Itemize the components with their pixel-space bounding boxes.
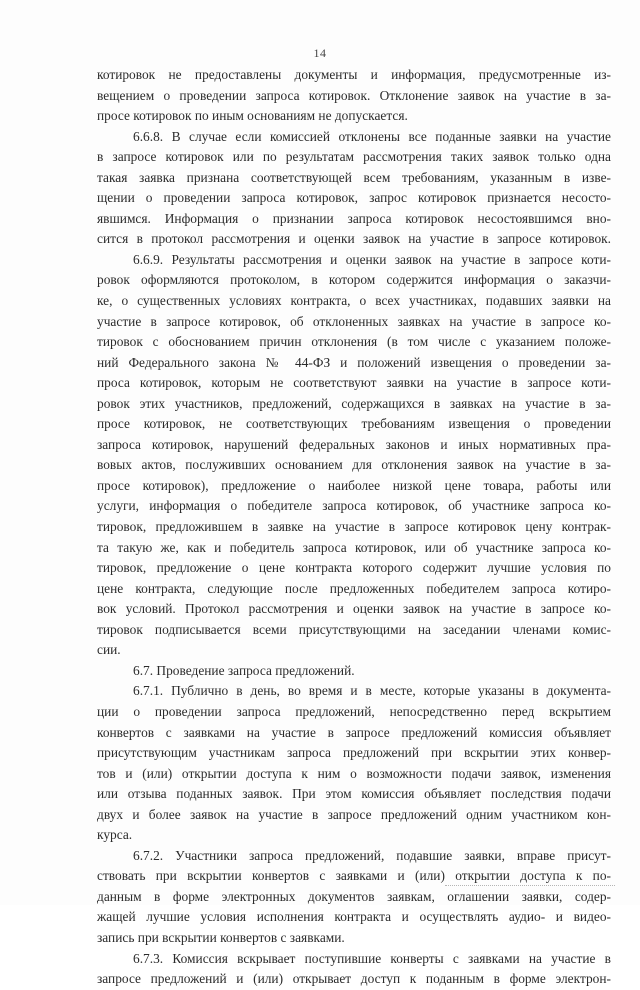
text-line: явшимся. Информация о признании запроса котировок несостоявшимся вно-	[97, 210, 611, 226]
text-line: курса.	[97, 827, 133, 843]
text-line: запроса котировок, нарушений федеральных законов и иных нормативных пра-	[97, 436, 611, 452]
footer-dotted-rule	[445, 885, 615, 886]
text-line: вок условий. Протокол рассмотрения и оценки заявок на участие в запросе ко-	[97, 601, 611, 617]
text-line: ний Федерального закона № 44-ФЗ и положений извещения о проведении за-	[97, 354, 611, 370]
text-line: ции о проведении запроса предложений, непосредственно перед вскрытием	[97, 703, 611, 719]
text-line: или отзыва поданных заявок. При этом комиссия объявляет последствия подачи	[97, 786, 611, 802]
text-line: 6.7.2. Участники запроса предложений, подавшие заявки, вправе присут-	[133, 847, 611, 863]
text-line: 6.6.8. В случае если комиссией отклонены все поданные заявки на участие	[133, 128, 611, 144]
text-line: запросе предложений и (или) открывает доступ к поданным в форме электрон-	[97, 971, 611, 987]
text-line: 6.7.1. Публично в день, во время и в месте, которые указаны в документа-	[133, 683, 611, 699]
text-line: котировок не предоставлены документы и информация, предусмотренные из-	[97, 67, 611, 82]
text-line: сии.	[97, 642, 121, 658]
text-line: просе котировок по иным основаниям не допускается.	[97, 108, 408, 124]
text-line: сится в протокол рассмотрения и оценки заявок на участие в запросе котировок.	[97, 231, 611, 247]
body-text	[97, 65, 611, 990]
text-line: услуги, информация о победителе запроса котировок, об участнике запроса ко-	[97, 498, 611, 514]
text-line: щении о проведении запроса котировок, запрос котировок признается несосто-	[97, 190, 611, 206]
text-line: тировок с обоснованием причин отклонения (в том числе с указанием положе-	[97, 334, 611, 350]
text-line: просе котировок), предложение о наиболее низкой цене товара, работы или	[97, 477, 611, 493]
text-line: вовых актов, послуживших основанием для отклонения заявок на участие в за-	[97, 457, 611, 473]
text-line: цене контракта, следующие после предложенных победителем запроса котиро-	[97, 580, 611, 596]
text-line: данным в форме электронных документов заявкам, оглашении заявки, содер-	[97, 888, 611, 904]
text-line: проса котировок, которым не соответствуют заявки на участие в запросе коти-	[97, 375, 611, 391]
text-line: такая заявка признана соответствующей всем требованиям, указанным в изве-	[97, 169, 611, 185]
text-line: ствовать при вскрытии конвертов с заявками и (или) открытии доступа к по-	[97, 868, 611, 884]
text-line: тов и (или) открытии доступа к ним о возможности подачи заявок, изменения	[97, 765, 611, 781]
text-line: конвертов с заявками на участие в запросе предложений комиссия объявляет	[97, 724, 611, 740]
text-line: 6.7. Проведение запроса предложений.	[133, 662, 355, 678]
page-number: 14	[313, 46, 327, 60]
text-line: ровок этих участников, предложений, содержащихся в заявках на участие в за-	[97, 395, 611, 411]
text-line: вещением о проведении запроса котировок. Отклонение заявок на участие в за-	[97, 87, 611, 103]
text-line: в запросе котировок или по результатам рассмотрения таких заявок только одна	[97, 149, 611, 165]
text-line: просе котировок, не соответствующих требованиям извещения о проведении	[97, 416, 611, 432]
text-line: тировок, предложение о цене контракта которого содержит лучшие условия по	[97, 560, 611, 576]
text-line: тировок, предложившем в заявке на участие в запросе котировок цену контрак-	[97, 519, 611, 535]
text-line: та такую же, как и победитель запроса котировок, или об участнике запроса ко-	[97, 539, 611, 555]
text-line: запись при вскрытии конвертов с заявками.	[97, 929, 345, 945]
text-line: двух и более заявок на участие в запросе предложений одним участником кон-	[97, 806, 611, 822]
text-line: участие в запросе котировок, об отклоненных заявках на участие в запросе ко-	[97, 313, 611, 329]
text-line: 6.7.3. Комиссия вскрывает поступившие конверты с заявками на участие в	[133, 950, 611, 966]
text-line: жащей лучшие условия исполнения контракта и осуществлять аудио- и видео-	[97, 909, 611, 925]
text-line: тировок подписывается всеми присутствующими на заседании членами комис-	[97, 621, 611, 637]
text-line: ровок оформляются протоколом, в котором содержится информация о заказчи-	[97, 272, 611, 288]
text-line: 6.6.9. Результаты рассмотрения и оценки заявок на участие в запросе коти-	[133, 251, 611, 267]
text-line: ке, о существенных условиях контракта, о всех участниках, подавших заявки на	[97, 293, 611, 309]
text-line: присутствующим участникам запроса предложений при вскрытии этих конвер-	[97, 745, 611, 761]
